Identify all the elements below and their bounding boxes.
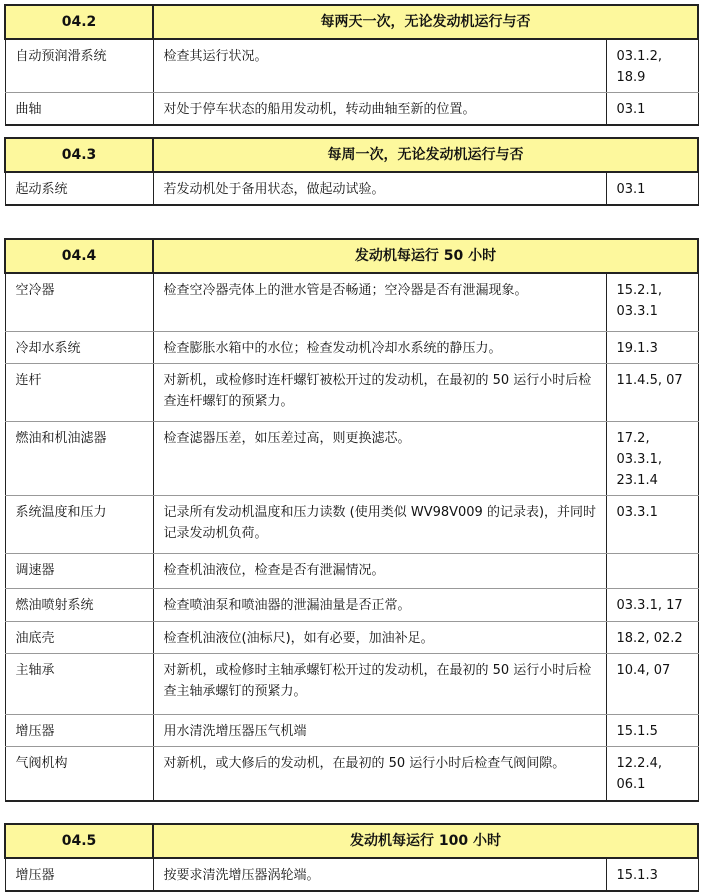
section-table-04-4 xyxy=(4,238,699,802)
action-cell: 检查机油液位(油标尺)，如有必要，加油补足。 xyxy=(153,621,606,653)
section-id: 04.5 xyxy=(5,824,153,858)
table-row xyxy=(5,93,698,126)
action-cell: 用水清洗增压器压气机端 xyxy=(153,714,606,746)
item-cell: 自动预润滑系统 xyxy=(5,39,153,93)
section-title: 每两天一次，无论发动机运行与否 xyxy=(153,5,698,39)
reference-cell xyxy=(606,553,698,588)
action-cell: 若发动机处于备用状态，做起动试验。 xyxy=(153,172,606,205)
section-id: 04.4 xyxy=(5,239,153,273)
action-cell: 检查机油液位，检查是否有泄漏情况。 xyxy=(153,553,606,588)
action-cell: 对新机，或检修时连杆螺钉被松开过的发动机，在最初的 50 运行小时后检查连杆螺钉的预紧力。 xyxy=(153,363,606,421)
table-row xyxy=(5,363,698,421)
reference-cell: 03.1 xyxy=(606,172,698,205)
section-table-04-5 xyxy=(4,823,699,892)
table-row xyxy=(5,746,698,801)
section-table-04-3 xyxy=(4,137,699,206)
reference-cell: 03.1 xyxy=(606,93,698,126)
reference-cell: 03.3.1, 17 xyxy=(606,588,698,621)
action-cell: 对新机，或大修后的发动机，在最初的 50 运行小时后检查气阀间隙。 xyxy=(153,746,606,801)
item-cell: 燃油喷射系统 xyxy=(5,588,153,621)
reference-cell: 03.3.1 xyxy=(606,495,698,553)
section-table-04-2 xyxy=(4,4,699,126)
table-row xyxy=(5,39,698,93)
table-row xyxy=(5,714,698,746)
item-cell: 燃油和机油滤器 xyxy=(5,421,153,495)
action-cell: 检查其运行状况。 xyxy=(153,39,606,93)
reference-cell: 15.1.5 xyxy=(606,714,698,746)
reference-cell: 19.1.3 xyxy=(606,331,698,363)
reference-cell: 15.2.1, 03.3.1 xyxy=(606,273,698,331)
table-row xyxy=(5,172,698,205)
section-title: 发动机每运行 50 小时 xyxy=(153,239,698,273)
section-title: 每周一次，无论发动机运行与否 xyxy=(153,138,698,172)
section-title: 发动机每运行 100 小时 xyxy=(153,824,698,858)
action-cell: 检查喷油泵和喷油器的泄漏油量是否正常。 xyxy=(153,588,606,621)
reference-cell: 10.4, 07 xyxy=(606,653,698,714)
item-cell: 主轴承 xyxy=(5,653,153,714)
table-row xyxy=(5,858,698,891)
reference-cell: 18.2, 02.2 xyxy=(606,621,698,653)
reference-cell: 15.1.3 xyxy=(606,858,698,891)
table-row xyxy=(5,331,698,363)
action-cell: 按要求清洗增压器涡轮端。 xyxy=(153,858,606,891)
action-cell: 记录所有发动机温度和压力读数 (使用类似 WV98V009 的记录表)，并同时记录发动机负荷。 xyxy=(153,495,606,553)
item-cell: 连杆 xyxy=(5,363,153,421)
action-cell: 对处于停车状态的船用发动机，转动曲轴至新的位置。 xyxy=(153,93,606,126)
table-row xyxy=(5,273,698,331)
table-row xyxy=(5,495,698,553)
table-row xyxy=(5,653,698,714)
section-id: 04.2 xyxy=(5,5,153,39)
action-cell: 检查膨胀水箱中的水位；检查发动机冷却水系统的静压力。 xyxy=(153,331,606,363)
reference-cell: 11.4.5, 07 xyxy=(606,363,698,421)
reference-cell: 17.2, 03.3.1, 23.1.4 xyxy=(606,421,698,495)
item-cell: 冷却水系统 xyxy=(5,331,153,363)
reference-cell: 12.2.4, 06.1 xyxy=(606,746,698,801)
item-cell: 空冷器 xyxy=(5,273,153,331)
item-cell: 系统温度和压力 xyxy=(5,495,153,553)
item-cell: 调速器 xyxy=(5,553,153,588)
action-cell: 检查空冷器壳体上的泄水管是否畅通；空冷器是否有泄漏现象。 xyxy=(153,273,606,331)
action-cell: 对新机，或检修时主轴承螺钉松开过的发动机，在最初的 50 运行小时后检查主轴承螺钉的预紧力。 xyxy=(153,653,606,714)
item-cell: 曲轴 xyxy=(5,93,153,126)
reference-cell: 03.1.2, 18.9 xyxy=(606,39,698,93)
table-row xyxy=(5,588,698,621)
item-cell: 油底壳 xyxy=(5,621,153,653)
section-id: 04.3 xyxy=(5,138,153,172)
item-cell: 增压器 xyxy=(5,714,153,746)
table-row xyxy=(5,621,698,653)
action-cell: 检查滤器压差，如压差过高，则更换滤芯。 xyxy=(153,421,606,495)
table-row xyxy=(5,421,698,495)
item-cell: 增压器 xyxy=(5,858,153,891)
item-cell: 气阀机构 xyxy=(5,746,153,801)
table-row xyxy=(5,553,698,588)
item-cell: 起动系统 xyxy=(5,172,153,205)
